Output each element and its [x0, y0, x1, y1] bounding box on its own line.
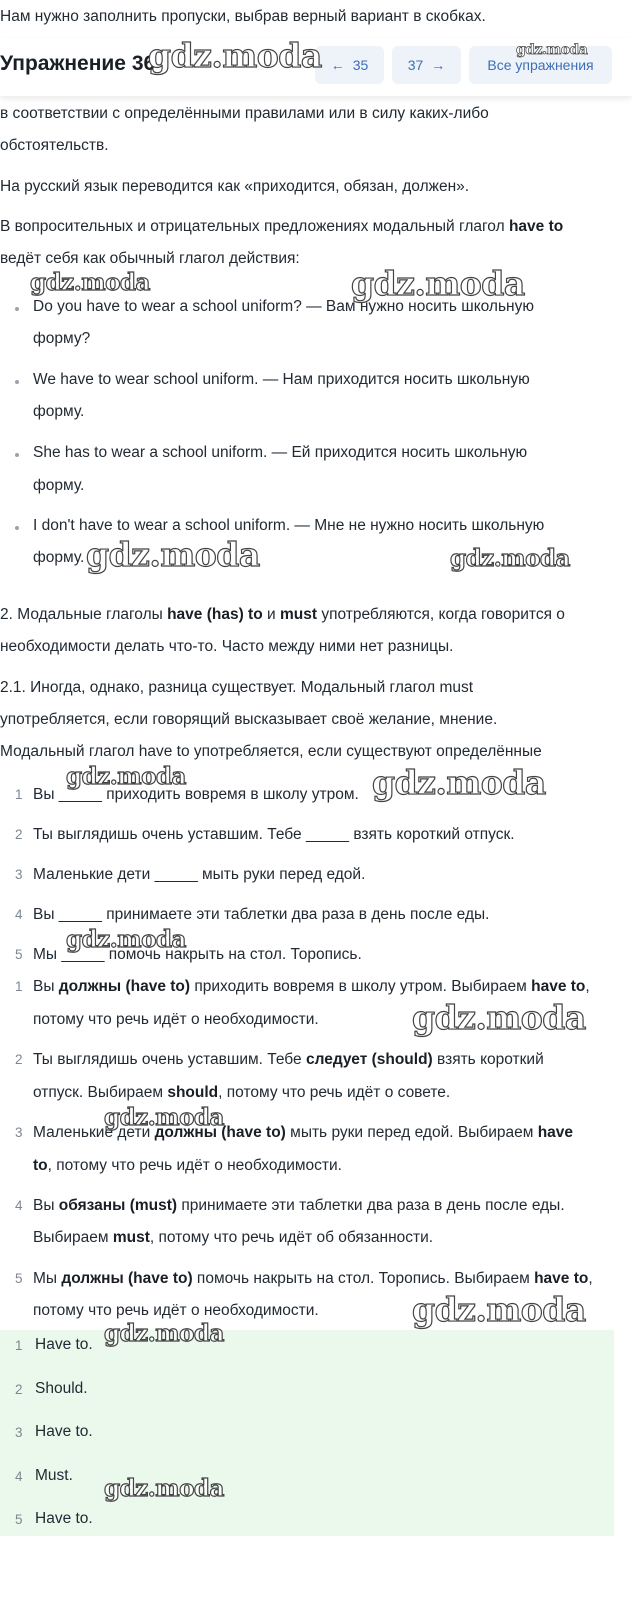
task-number: 2 — [15, 827, 23, 842]
rule-paragraph: 2.1. Иногда, однако, разница существует. Модальный глагол must — [0, 679, 474, 696]
answer-text: Have to. — [35, 1510, 93, 1527]
solution-number: 5 — [15, 1271, 23, 1286]
task-sentence: Вы _____ принимаете эти таблетки два раза в день после еды. — [33, 906, 490, 923]
example-line: I don't have to wear a school uniform. — Мне не нужно носить школьную — [33, 517, 545, 534]
example-line: форму. — [33, 403, 85, 420]
answer-text: Have to. — [35, 1423, 93, 1440]
rule-paragraph-cont: необходимости делать что-то. Часто между ними нет разницы. — [0, 638, 454, 655]
task-sentence: Вы _____ приходить вовремя в школу утром. — [33, 786, 359, 803]
theory-translation: На русский язык переводится как «приходится, обязан, должен». — [0, 178, 470, 195]
next-exercise-label: 37 — [407, 57, 424, 73]
solution-line: to, потому что речь идёт о необходимости. — [33, 1157, 342, 1174]
watermark: gdz.moda — [86, 535, 260, 574]
answer-text: Should. — [35, 1380, 88, 1397]
watermark: gdz.moda — [516, 42, 588, 58]
solution-line: потому что речь идёт о необходимости. — [33, 1011, 319, 1028]
watermark: gdz.moda — [30, 269, 150, 296]
rule-paragraph-cont: Модальный глагол have to употребляется, если существуют определённые — [0, 743, 542, 760]
solution-line: потому что речь идёт о необходимости. — [33, 1302, 319, 1319]
bullet-dot — [15, 453, 19, 457]
answer-number: 4 — [15, 1469, 23, 1484]
solution-number: 3 — [15, 1125, 23, 1140]
watermark: gdz.moda — [412, 998, 586, 1037]
watermark: gdz.moda — [66, 763, 186, 790]
answer-number: 3 — [15, 1425, 23, 1440]
rule-paragraph-cont: употребляется, если говорящий высказывает своё желание, мнение. — [0, 711, 498, 728]
bullet-dot — [15, 380, 19, 384]
prev-exercise-label: 35 — [352, 57, 369, 73]
task-sentence: Ты выглядишь очень уставшим. Тебе _____ взять короткий отпуск. — [33, 826, 515, 843]
example-line: форму. — [33, 549, 85, 566]
watermark: gdz.moda — [351, 264, 525, 303]
example-line: форму. — [33, 477, 85, 494]
task-sentence: Мы _____ помочь накрыть на стол. Торопись. — [33, 946, 362, 963]
watermark: gdz.moda — [450, 545, 570, 572]
solution-line: Мы должны (have to) помочь накрыть на стол. Торопись. Выбираем have to, — [33, 1270, 593, 1287]
example-line: форму? — [33, 330, 91, 347]
rule-paragraph: 2. Модальные глаголы have (has) to и must употребляются, когда говорится о — [0, 606, 565, 623]
all-exercises-button[interactable] — [469, 46, 612, 84]
example-line: She has to wear a school uniform. — Ей приходится носить школьную — [33, 444, 528, 461]
solution-line: Ты выглядишь очень уставшим. Тебе следует (should) взять короткий — [33, 1051, 544, 1068]
answer-number: 5 — [15, 1512, 23, 1527]
bullet-dot — [15, 307, 19, 311]
answer-number: 1 — [15, 1338, 23, 1353]
answer-block — [0, 1330, 614, 1536]
task-number: 1 — [15, 787, 23, 802]
solution-number: 2 — [15, 1052, 23, 1067]
bullet-dot — [15, 526, 19, 530]
watermark: gdz.moda — [412, 1290, 586, 1329]
task-sentence: Маленькие дети _____ мыть руки перед едой. — [33, 866, 366, 883]
task-number: 5 — [15, 947, 23, 962]
watermark: gdz.moda — [104, 1320, 224, 1347]
watermark: gdz.moda — [148, 36, 322, 75]
solution-number: 4 — [15, 1198, 23, 1213]
watermark: gdz.moda — [104, 1475, 224, 1502]
watermark: gdz.moda — [66, 926, 186, 953]
arrow-right-icon: → — [431, 57, 446, 73]
theory-question-intro-cont: ведёт себя как обычный глагол действия: — [0, 250, 300, 267]
all-exercises-label: Все упражнения — [487, 57, 594, 73]
theory-line: в соответствии с определёнными правилами или в силу каких-либо — [0, 105, 489, 122]
solution-line: Вы должны (have to) приходить вовремя в школу утром. Выбираем have to, — [33, 978, 590, 995]
solution-line: Вы обязаны (must) принимаете эти таблетки два раза в день после еды. — [33, 1197, 565, 1214]
solution-number: 1 — [15, 979, 23, 994]
next-exercise-button[interactable] — [392, 46, 461, 84]
arrow-left-icon: ← — [330, 57, 345, 73]
page-title: Упражнение 36 — [0, 52, 156, 75]
watermark: gdz.moda — [104, 1104, 224, 1131]
answer-number: 2 — [15, 1382, 23, 1397]
answer-text: Have to. — [35, 1336, 93, 1353]
answer-text: Must. — [35, 1467, 73, 1484]
prev-exercise-button[interactable] — [315, 46, 384, 84]
solution-line: отпуск. Выбираем should, потому что речь идёт о совете. — [33, 1084, 451, 1101]
watermark: gdz.moda — [372, 763, 546, 802]
example-line: We have to wear school uniform. — Нам приходится носить школьную — [33, 371, 530, 388]
intro-text: Нам нужно заполнить пропуски, выбрав верный вариант в скобках. — [0, 8, 486, 25]
solution-line: Выбираем must, потому что речь идёт об обязанности. — [33, 1229, 434, 1246]
task-number: 4 — [15, 907, 23, 922]
theory-question-intro: В вопросительных и отрицательных предложениях модальный глагол have to — [0, 218, 564, 235]
solution-line: Маленькие дети должны (have to) мыть руки перед едой. Выбираем have — [33, 1124, 574, 1141]
task-number: 3 — [15, 867, 23, 882]
example-line: Do you have to wear a school uniform? — Вам нужно носить школьную — [33, 298, 534, 315]
theory-line: обстоятельств. — [0, 137, 109, 154]
